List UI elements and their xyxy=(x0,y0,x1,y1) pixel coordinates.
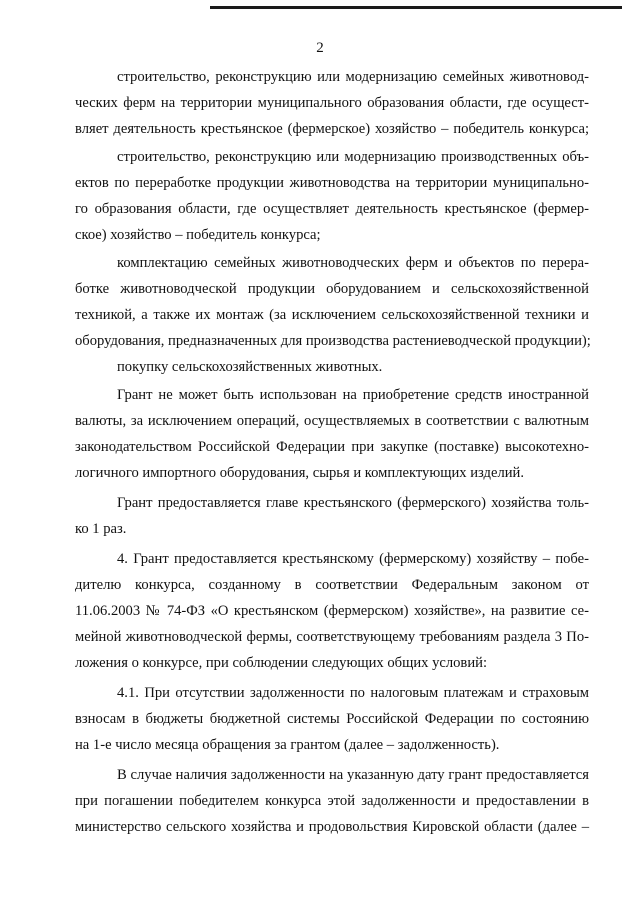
paragraph-line: техникой, а также их монтаж (за исключением сельскохозяйственной техники и xyxy=(75,307,589,323)
paragraph-line: взносам в бюджеты бюджетной системы Российской Федерации по состоянию xyxy=(75,711,589,727)
paragraph-line: ское) хозяйство – победитель конкурса; xyxy=(75,227,321,243)
paragraph-line: законодательством Российской Федерации при закупке (поставке) высокотехно- xyxy=(75,439,589,455)
paragraph-line: ческих ферм на территории муниципального образования области, где осущест- xyxy=(75,95,589,111)
paragraph-line: строительство, реконструкцию или модернизацию семейных животновод- xyxy=(117,69,589,85)
page-number: 2 xyxy=(316,40,324,56)
paragraph-line: ложения о конкурсе, при соблюдении следующих общих условий: xyxy=(75,655,487,671)
paragraph-line: строительство, реконструкцию или модернизацию производственных объ- xyxy=(117,149,589,165)
paragraph-line: оборудования, предназначенных для производства растениеводческой продукции); xyxy=(75,333,591,349)
paragraph-line: дителю конкурса, созданному в соответствии Федеральным законом от xyxy=(75,577,589,593)
paragraph-line: покупку сельскохозяйственных животных. xyxy=(117,359,383,375)
paragraph-line: комплектацию семейных животноводческих ферм и объектов по перера- xyxy=(117,255,589,271)
paragraph-line: 11.06.2003 № 74-ФЗ «О крестьянском (фермерском) хозяйстве», на развитие се- xyxy=(75,603,589,619)
paragraph-line: на 1-е число месяца обращения за грантом (далее – задолженность). xyxy=(75,737,500,753)
document-body xyxy=(75,64,589,840)
paragraph-line: ботке животноводческой продукции оборудованием и сельскохозяйственной xyxy=(75,281,589,297)
paragraph-line: Грант предоставляется главе крестьянского (фермерского) хозяйства толь- xyxy=(117,495,589,511)
paragraph-line: Грант не может быть использован на приобретение средств иностранной xyxy=(117,387,589,403)
paragraph-line: 4. Грант предоставляется крестьянскому (фермерскому) хозяйству – побе- xyxy=(117,551,589,567)
top-rule xyxy=(210,6,622,9)
paragraph-line: вляет деятельность крестьянское (фермерское) хозяйство – победитель конкурса; xyxy=(75,121,589,137)
paragraph-line: валюты, за исключением операций, осуществляемых в соответствии с валютным xyxy=(75,413,589,429)
paragraph-line: министерство сельского хозяйства и продовольствия Кировской области (далее – xyxy=(75,819,589,835)
paragraph-line: 4.1. При отсутствии задолженности по налоговым платежам и страховым xyxy=(117,685,589,701)
paragraph-line: ко 1 раз. xyxy=(75,521,127,537)
paragraph-line: при погашении победителем конкурса этой задолженности и предоставлении в xyxy=(75,793,589,809)
paragraph-line: мейной животноводческой фермы, соответствующему требованиям раздела 3 По- xyxy=(75,629,589,645)
paragraph-line: логичного импортного оборудования, сырья и комплектующих изделий. xyxy=(75,465,524,481)
paragraph-line: го образования области, где осуществляет деятельность крестьянское (фермер- xyxy=(75,201,589,217)
paragraph-line: ектов по переработке продукции животноводства на территории муниципально- xyxy=(75,175,589,191)
paragraph-line: В случае наличия задолженности на указанную дату грант предоставляется xyxy=(117,767,589,783)
